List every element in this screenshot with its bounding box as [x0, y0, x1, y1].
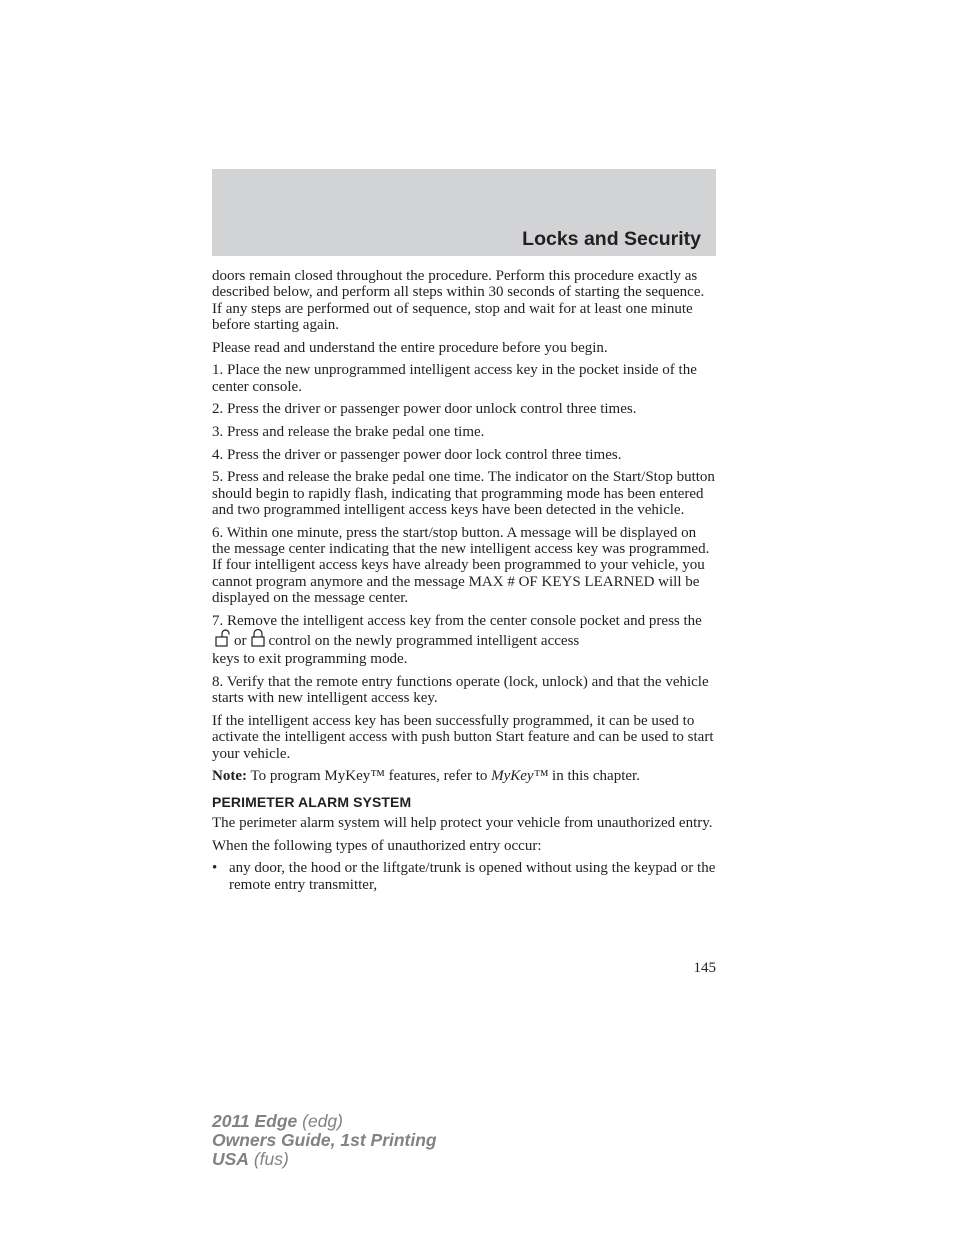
list-item	[212, 860, 716, 893]
page-number: 145	[693, 960, 716, 976]
bullet-mark: •	[212, 860, 218, 877]
step-5: 5. Press and release the brake pedal one time. The indicator on the Start/Stop button should begin to rapidly flash, indicating that programming mode has been entered and two programmed intelligent access keys have been detected in the vehicle.	[212, 469, 715, 518]
alarm-paragraph-1: The perimeter alarm system will help protect your vehicle from unauthorized entry.	[212, 815, 713, 832]
step-2: 2. Press the driver or passenger power door unlock control three times.	[212, 401, 637, 418]
step-7-text-c: keys to exit programming mode.	[212, 651, 408, 668]
footer-line-2	[212, 1131, 437, 1150]
lock-icon	[250, 629, 266, 647]
read-paragraph: Please read and understand the entire procedure before you begin.	[212, 339, 608, 356]
step-7	[212, 613, 716, 668]
step-7-or: or	[234, 633, 247, 650]
footer-line-3	[212, 1150, 437, 1169]
footer-guide: Owners Guide, 1st Printing	[212, 1130, 437, 1150]
step-4: 4. Press the driver or passenger power door lock control three times.	[212, 446, 622, 463]
intro-paragraph: doors remain closed throughout the procedure. Perform this procedure exactly as described below, and perform all steps within 30 seconds of starting the sequence. If any steps are performed out of sequence, stop and wait for at least one minute before starting again.	[212, 268, 705, 334]
footer-model: 2011 Edge	[212, 1111, 298, 1131]
step-7-text-a: 7. Remove the intelligent access key from the center console pocket and press the	[212, 612, 702, 629]
note-text-b: in this chapter.	[548, 768, 640, 785]
bullet-text: any door, the hood or the liftgate/trunk is opened without using the keypad or the remote entry transmitter,	[229, 860, 716, 893]
success-paragraph: If the intelligent access key has been successfully programmed, it can be used to activate the intelligent access with push button Start feature and can be used to start your vehicle.	[212, 712, 714, 762]
footer-line-1	[212, 1112, 437, 1131]
footer-market: USA	[212, 1149, 249, 1169]
unlock-icon	[215, 629, 231, 647]
chapter-title: Locks and Security	[522, 228, 701, 250]
note-label: Note:	[212, 768, 247, 785]
step-3: 3. Press and release the brake pedal one time.	[212, 424, 485, 440]
alarm-paragraph-2: When the following types of unauthorized entry occur:	[212, 837, 542, 854]
document-footer	[212, 1112, 437, 1169]
note-paragraph	[212, 768, 716, 784]
step-1: 1. Place the new unprogrammed intelligent access key in the pocket inside of the center console.	[212, 362, 697, 395]
step-6: 6. Within one minute, press the start/stop button. A message will be displayed on the message center indicating that the new intelligent access key was programmed. If four intelligent access keys have already been programmed to your vehicle, you cannot program anymore and the message MAX # OF KEYS LEARNED will be displayed on the message center.	[212, 524, 710, 607]
step-8: 8. Verify that the remote entry functions operate (lock, unlock) and that the vehicle starts with new intelligent access key.	[212, 673, 709, 707]
footer-market-code: (fus)	[248, 1149, 289, 1169]
page-content	[212, 268, 716, 893]
note-mykey-link: MyKey™	[491, 768, 549, 785]
note-text-a: To program MyKey™ features, refer to	[246, 768, 492, 785]
chapter-header-band	[212, 169, 716, 256]
footer-model-code: (edg)	[297, 1111, 343, 1131]
step-7-text-b: control on the newly programmed intelligent access	[268, 633, 580, 650]
section-heading-perimeter-alarm: PERIMETER ALARM SYSTEM	[212, 793, 412, 810]
